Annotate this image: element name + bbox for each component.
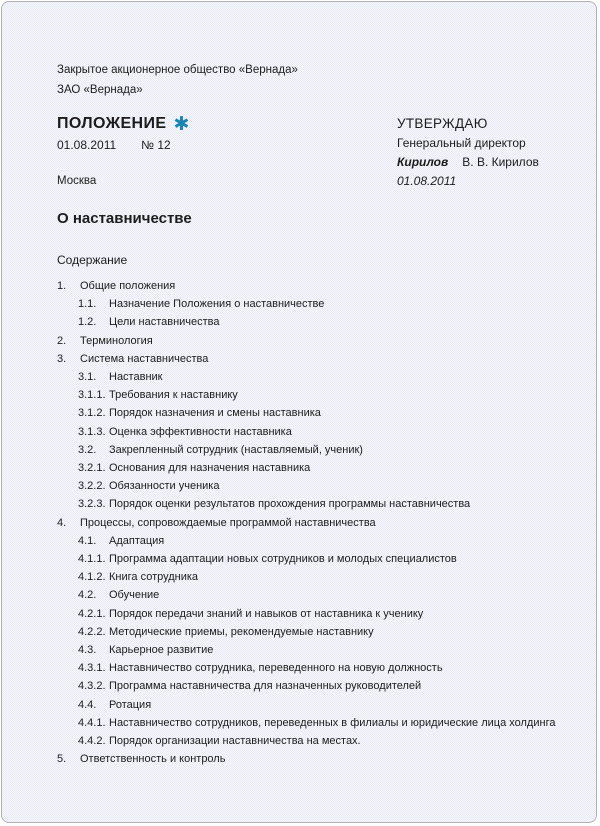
toc-item (57, 295, 541, 313)
toc-item-label: Система наставничества (80, 352, 209, 365)
toc-item-number: 3.1. (78, 371, 97, 384)
toc-item (57, 550, 541, 568)
toc-item-number: 1. (57, 280, 67, 292)
toc-item-number: 4.3.2. (78, 680, 106, 693)
toc-item-label: Ротация (109, 698, 152, 711)
toc-item-label: Назначение Положения о наставничестве (109, 298, 325, 311)
toc-item (57, 368, 541, 386)
toc-item (57, 495, 541, 513)
toc-item (57, 404, 541, 422)
document-page (1, 1, 597, 823)
toc-item-label: Обязанности ученика (109, 480, 220, 493)
toc-item-label: Методические приемы, рекомендуемые наставнику (109, 625, 374, 638)
toc-item (57, 677, 541, 695)
toc-item-label: Наставничество сотрудника, переведенного на новую должность (109, 662, 443, 675)
document-title: О наставничестве (57, 210, 192, 227)
contents-heading: Содержание (57, 253, 128, 267)
toc-item (57, 350, 541, 368)
toc-item-label: Наставник (109, 371, 163, 384)
toc-item-number: 4.2.2. (78, 625, 106, 638)
toc-item-number: 1.1. (78, 298, 97, 311)
toc-item (57, 586, 541, 604)
table-of-contents (57, 277, 556, 768)
toc-item (57, 441, 541, 459)
toc-item-label: Книга сотрудника (109, 571, 199, 584)
toc-item-label: Карьерное развитие (109, 644, 214, 657)
toc-item-number: 4.4.2. (78, 735, 106, 748)
toc-item (57, 477, 541, 495)
doc-number: № 12 (141, 138, 171, 153)
toc-item (57, 732, 541, 750)
toc-item-label: Процессы, сопровождаемые программой наставничества (80, 516, 376, 529)
asterisk-icon: ✱ (173, 113, 190, 135)
toc-item-label: Программа наставничества для назначенных руководителей (109, 680, 422, 693)
toc-item (57, 605, 541, 623)
approval-stamp-label: УТВЕРЖДАЮ (397, 116, 488, 131)
toc-item-number: 3.2.1. (78, 462, 106, 475)
toc-item-label: Наставничество сотрудников, переведенных в филиалы и юридические лица холдинга (109, 716, 556, 729)
toc-item-label: Общие положения (80, 280, 176, 292)
toc-item (57, 423, 541, 441)
document-header (57, 114, 541, 191)
toc-item (57, 750, 541, 768)
approval-date: 01.08.2011 (397, 174, 457, 188)
city-label: Москва (57, 175, 97, 188)
toc-item-number: 4.1.2. (78, 571, 106, 584)
company-block (57, 60, 541, 100)
toc-item-number: 3.1.1. (78, 389, 106, 402)
toc-item-number: 4.3.1. (78, 662, 106, 675)
toc-item-label: Закрепленный сотрудник (наставляемый, ученик) (109, 443, 363, 456)
toc-item (57, 714, 556, 732)
approver-signature: Кирилов (397, 155, 449, 169)
toc-item (57, 313, 541, 331)
toc-item (57, 568, 541, 586)
toc-item-number: 1.2. (78, 316, 97, 329)
toc-item (57, 696, 541, 714)
toc-item-label: Программа адаптации новых сотрудников и молодых специалистов (109, 553, 457, 566)
approval-block (397, 114, 541, 191)
toc-item-label: Адаптация (109, 534, 165, 547)
toc-item-label: Порядок передачи знаний и навыков от наставника к ученику (109, 607, 424, 620)
toc-item-number: 3.2. (78, 443, 97, 456)
toc-item (57, 277, 541, 295)
toc-item-number: 4.3. (78, 644, 97, 657)
approver-name: В. В. Кирилов (462, 155, 539, 169)
doc-type-heading: ПОЛОЖЕНИЕ (57, 115, 167, 132)
toc-item (57, 459, 541, 477)
toc-item-label: Основания для назначения наставника (109, 462, 311, 475)
toc-item-label: Порядок назначения и смены наставника (109, 407, 321, 420)
approver-title: Генеральный директор (397, 136, 526, 150)
toc-item-number: 4.4. (78, 698, 97, 711)
toc-item-number: 3.2.2. (78, 480, 106, 493)
toc-item (57, 386, 541, 404)
toc-item-number: 3.1.3. (78, 425, 106, 438)
toc-item-number: 3.2.3. (78, 498, 106, 511)
toc-item-label: Требования к наставнику (109, 389, 238, 402)
toc-item (57, 532, 541, 550)
doc-date: 01.08.2011 (57, 138, 117, 153)
toc-item-number: 2. (57, 334, 67, 347)
toc-item (57, 623, 541, 641)
toc-item-number: 4.2.1. (78, 607, 106, 620)
toc-item-number: 4.4.1. (78, 716, 106, 729)
company-name-full: Закрытое акционерное общество «Вернада» (57, 64, 298, 76)
toc-item (57, 659, 541, 677)
company-name-short: ЗАО «Вернада» (57, 84, 143, 96)
toc-item (57, 332, 541, 350)
toc-item-label: Оценка эффективности наставника (109, 425, 292, 438)
toc-item-label: Цели наставничества (109, 316, 220, 329)
toc-item-label: Обучение (109, 589, 160, 602)
toc-item-number: 5. (57, 753, 67, 766)
toc-item (57, 514, 541, 532)
toc-item-number: 3. (57, 352, 67, 365)
toc-item-number: 4.1. (78, 534, 97, 547)
toc-item-number: 4. (57, 516, 67, 529)
toc-item-label: Порядок оценки результатов прохождения программы наставничества (109, 498, 471, 511)
toc-item (57, 641, 541, 659)
toc-item-number: 4.2. (78, 589, 97, 602)
toc-item-label: Ответственность и контроль (80, 753, 226, 766)
toc-item-number: 3.1.2. (78, 407, 106, 420)
toc-item-label: Терминология (80, 334, 153, 347)
header-left-column (57, 114, 397, 191)
toc-item-number: 4.1.1. (78, 553, 106, 566)
toc-item-label: Порядок организации наставничества на местах. (109, 735, 361, 748)
